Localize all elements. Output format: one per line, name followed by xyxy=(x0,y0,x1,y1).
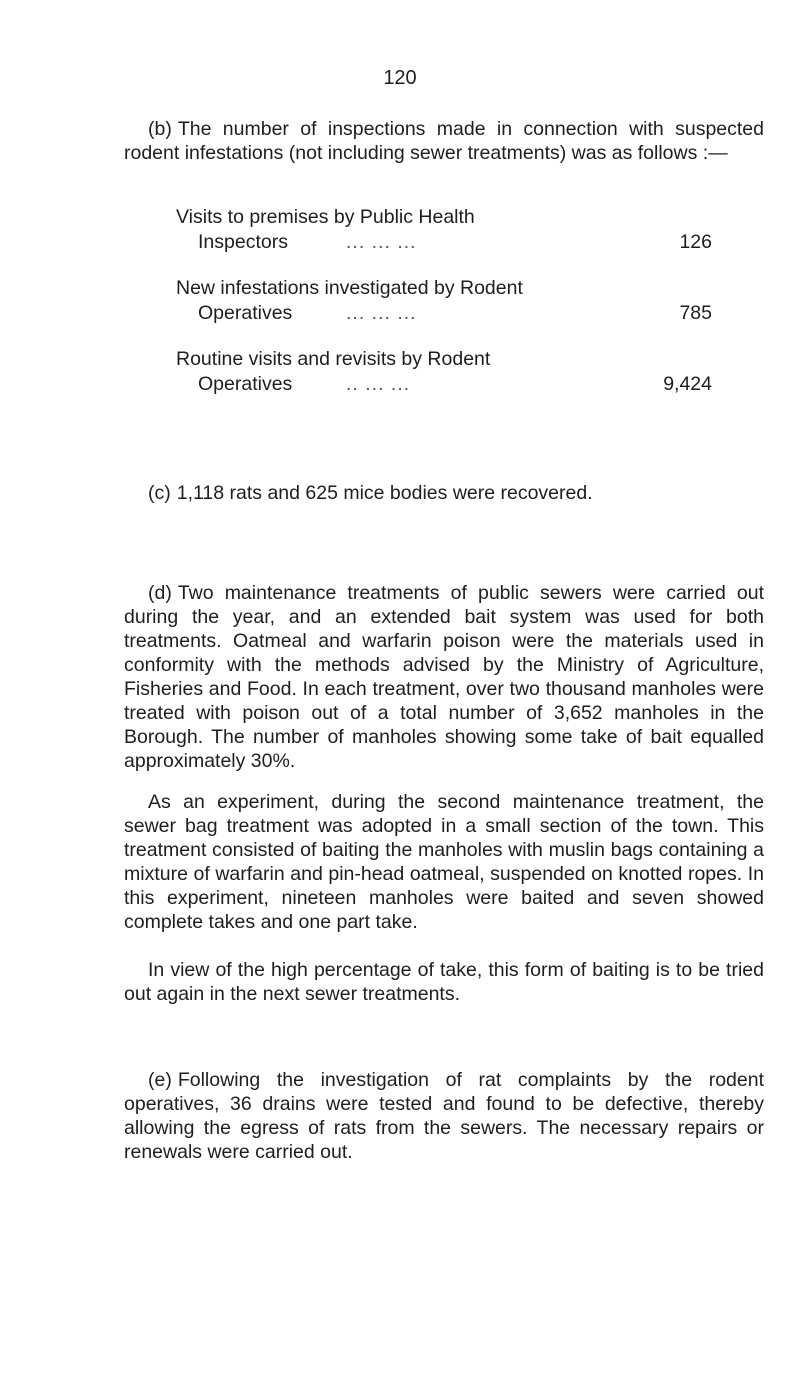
section-c-text: 1,118 rats and 625 mice bodies were recovered. xyxy=(176,482,593,504)
stat-label-line1: Routine visits and revisits by Rodent xyxy=(176,348,491,370)
stat-label-line2: Operatives xyxy=(198,373,293,395)
stat-label-line1: New infestations investigated by Rodent xyxy=(176,277,523,299)
section-d-text: Two maintenance treatments of public sewers were carried out during the year, and an extended bait system was used for both treatments. Oatmeal and warfarin poison were the materials used in conformity with the methods advised by the Ministry of Agriculture, Fisheries and Food. In each treatment, over two thousand manholes were treated with poison out of a total number of 3,652 manholes in the Borough. The number of manholes showing some take of bait equalled approximately 30%. xyxy=(124,582,764,772)
section-e-label: (e) xyxy=(148,1069,172,1091)
stat-row-new-infestations xyxy=(176,276,712,326)
stat-label-line1: Visits to premises by Public Health xyxy=(176,206,475,228)
stat-value: 785 xyxy=(679,302,712,324)
stat-leader-dots: .. ... ... xyxy=(346,373,411,395)
stat-value: 126 xyxy=(679,231,712,253)
stat-label-line2: Operatives xyxy=(198,302,293,324)
section-b-label: (b) xyxy=(148,118,172,140)
page-number: 120 xyxy=(383,67,417,89)
section-d-paragraph-2-text: As an experiment, during the second maintenance treatment, the sewer bag treatment was adopted in a small section of the town. This treatment consisted of baiting the manholes with muslin bags containing a mixture of warfarin and pin-head oatmeal, suspended on knotted ropes. In this experiment, nineteen manholes were baited and seven showed complete takes and one part take. xyxy=(124,791,764,933)
section-d-paragraph-3-text: In view of the high percentage of take, this form of baiting is to be tried out again in the next sewer treatments. xyxy=(124,959,764,1005)
section-b-intro xyxy=(124,117,764,165)
stat-label-line2: Inspectors xyxy=(198,231,288,253)
section-e-text: Following the investigation of rat complaints by the rodent operatives, 36 drains were tested and found to be defective, thereby allowing the egress of rats from the sewers. The necessary repairs or renewals were carried out. xyxy=(124,1069,764,1163)
stat-leader-dots: ... ... ... xyxy=(346,231,417,253)
section-d xyxy=(124,581,764,773)
section-c xyxy=(124,481,764,505)
stat-row-public-health-inspectors xyxy=(176,205,712,255)
section-c-label: (c) xyxy=(148,482,171,504)
section-b-text: The number of inspections made in connection with suspected rodent infestations (not including sewer treatments) was as follows :— xyxy=(124,118,764,164)
section-e xyxy=(124,1068,764,1164)
inspection-stats-list xyxy=(176,205,712,418)
section-d-paragraph-3 xyxy=(124,958,764,1006)
stat-row-routine-visits xyxy=(176,347,712,397)
stat-leader-dots: ... ... ... xyxy=(346,302,417,324)
section-d-paragraph-2 xyxy=(124,790,764,934)
stat-value: 9,424 xyxy=(663,373,712,395)
section-d-label: (d) xyxy=(148,582,172,604)
